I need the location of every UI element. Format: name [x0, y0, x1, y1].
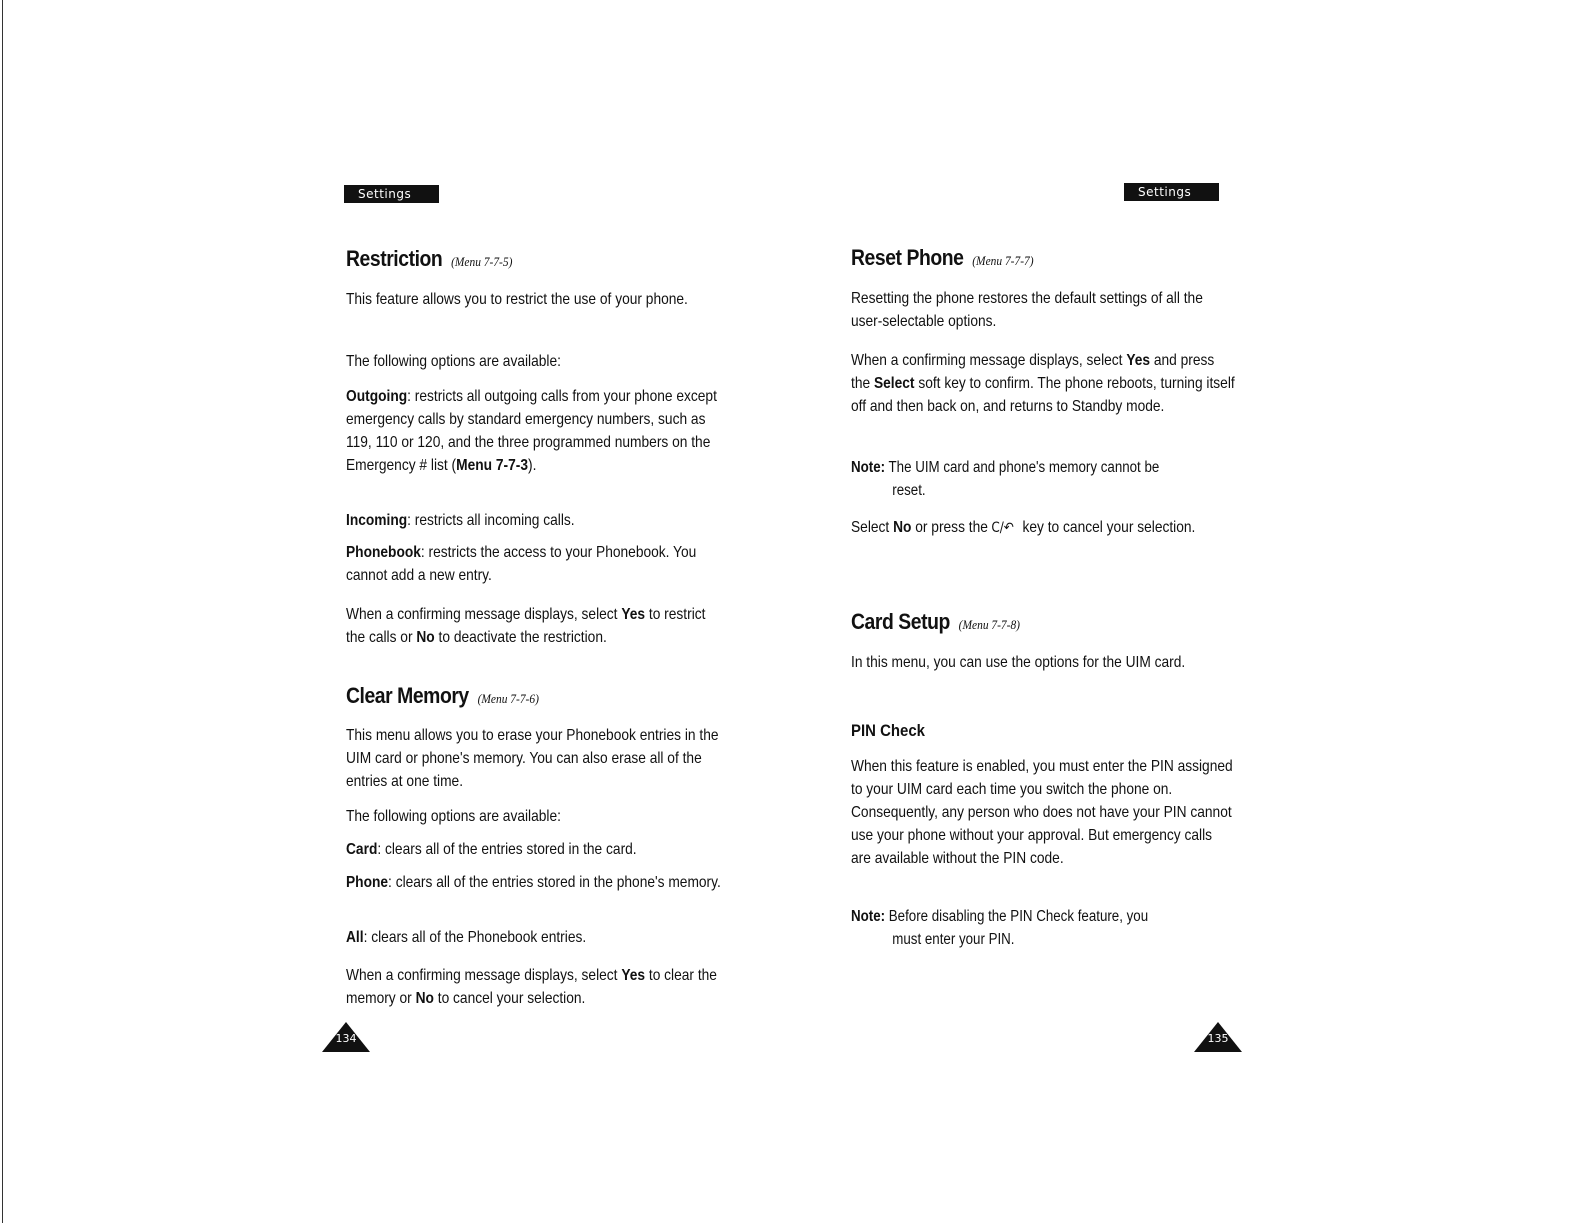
restriction-section [346, 246, 726, 272]
note: Note: The UIM card and phone's memory cannot be reset. [851, 459, 1160, 499]
paragraph: When a confirming message displays, select Yes and press the Select soft key to confirm. The phone reboots, turning itself off and then back on, and returns to Standby mode. [851, 352, 1235, 415]
option-outgoing: Outgoing: restricts all outgoing calls from your phone except emergency calls by standard emergency numbers, such as 119, 110 or 120, and the three programmed numbers on the Emergency # list (Menu 7-7-3). [346, 388, 717, 474]
paragraph: When a confirming message displays, select Yes to clear the memory or No to cancel your selection. [346, 967, 717, 1007]
section-title: Card Setup (Menu 7-7-8) [851, 609, 1020, 634]
note: Note: Before disabling the PIN Check feature, you must enter your PIN. [851, 908, 1149, 948]
menu-reference: (Menu 7-7-5) [451, 254, 513, 269]
menu-reference: (Menu 7-7-6) [477, 691, 539, 706]
page-edge-rule [2, 0, 3, 1223]
menu-reference: (Menu 7-7-8) [958, 617, 1020, 632]
paragraph: Resetting the phone restores the default settings of all the user-selectable options. [851, 290, 1203, 330]
right-page [851, 0, 1236, 1223]
option-all: All: clears all of the Phonebook entries. [346, 929, 587, 946]
page-number: 134 [335, 1032, 357, 1045]
paragraph: When a confirming message displays, select Yes to restrict the calls or No to deactivate the restriction. [346, 606, 706, 646]
section-tab: Settings [344, 185, 439, 203]
card-setup-section [851, 609, 1236, 635]
paragraph: In this menu, you can use the options for the UIM card. [851, 654, 1186, 671]
section-title: Clear Memory (Menu 7-7-6) [346, 683, 539, 708]
section-title: Reset Phone (Menu 7-7-7) [851, 245, 1034, 270]
option-card: Card: clears all of the entries stored in the card. [346, 841, 637, 858]
page-number: 135 [1207, 1032, 1229, 1045]
paragraph: This feature allows you to restrict the use of your phone. [346, 291, 688, 308]
section-tab: Settings [1124, 183, 1219, 201]
page-number-triangle-icon [1194, 1022, 1242, 1052]
paragraph: Select No or press the C/↶ key to cancel your selection. [851, 519, 1196, 536]
left-page [335, 0, 726, 1223]
menu-reference: (Menu 7-7-7) [972, 253, 1034, 268]
option-incoming: Incoming: restricts all incoming calls. [346, 512, 575, 529]
clear-memory-section [346, 683, 726, 709]
paragraph: The following options are available: [346, 808, 561, 825]
option-phonebook: Phonebook: restricts the access to your Phonebook. You cannot add a new entry. [346, 544, 697, 584]
section-title: Restriction (Menu 7-7-5) [346, 246, 513, 271]
page-number-triangle-icon [322, 1022, 370, 1052]
paragraph: When this feature is enabled, you must enter the PIN assigned to your UIM card each time you switch the phone on. Consequently, any person who does not have your PIN cannot use your phone without your approval. But emergency calls are available without the PIN code. [851, 758, 1233, 867]
subsection-title: PIN Check [851, 721, 926, 740]
reset-phone-section [851, 245, 1236, 271]
paragraph: The following options are available: [346, 353, 561, 370]
option-phone: Phone: clears all of the entries stored in the phone's memory. [346, 874, 721, 891]
clear-key-icon: C/↶ [991, 520, 1014, 536]
paragraph: This menu allows you to erase your Phonebook entries in the UIM card or phone's memory. You can also erase all of the entries at one time. [346, 727, 719, 790]
